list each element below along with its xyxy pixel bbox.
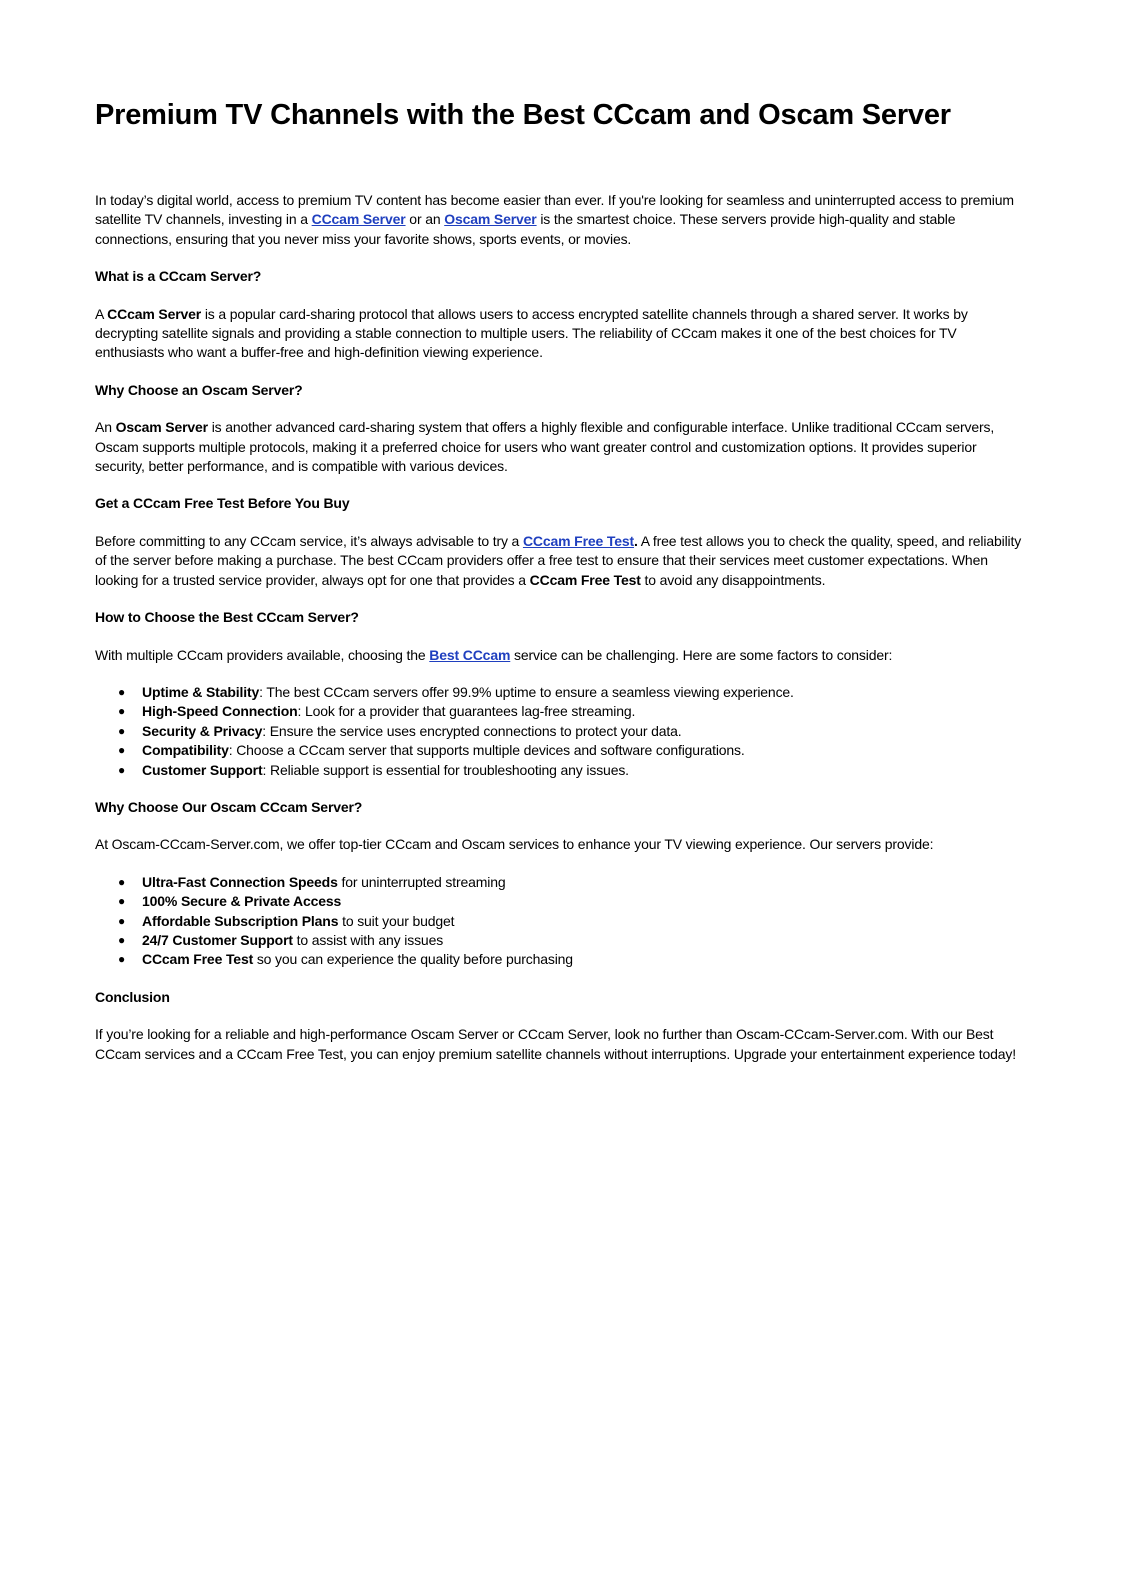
list-item-text: : Reliable support is essential for troubleshooting any issues. [262,761,629,778]
s2-text-2: is another advanced card-sharing system that offers a highly flexible and configurable interface. Unlike traditional CCcam servers, Oscam supports multiple protocols, making it a preferred choice for users who want greater control and customization options. It provides superior security, better performance, and is compatible with various devices. [95,419,995,475]
bullet-icon: ● [118,684,126,699]
why-oscam-paragraph [95,418,1025,476]
s1-text-1: A [95,305,108,322]
bullet-icon: ● [118,723,126,738]
bullet-icon: ● [118,743,126,758]
section-heading-how-to-choose: How to Choose the Best CCcam Server? [95,609,359,626]
s3-bold-dot: . [634,532,638,549]
s2-text-1: An [95,419,116,436]
s3-bold-term: CCcam Free Test [529,571,641,588]
list-item-text: : Look for a provider that guarantees lag-free streaming. [297,703,636,720]
intro-paragraph [95,191,1025,249]
bullet-icon: ● [118,932,126,947]
list-item [118,722,1025,741]
section-heading-why-our-server: Why Choose Our Oscam CCcam Server? [95,798,363,815]
benefits-list [95,873,1025,970]
list-item-text: for uninterrupted streaming [337,873,506,890]
intro-text-3: is the smartest choice. These servers provide high-quality and stable connections, ensuring that you never miss your favorite shows, sports events, or movies. [95,211,956,247]
intro-text-1: In today’s digital world, access to premium TV content has become easier than ever. If you're looking for seamless and uninterrupted access to premium satellite TV channels, investing in a [95,192,1014,228]
list-item [118,892,1025,911]
list-item [118,873,1025,892]
section-heading-free-test: Get a CCcam Free Test Before You Buy [95,495,350,512]
list-item [118,912,1025,931]
list-item-bold: Compatibility [142,742,229,759]
list-item-bold: CCcam Free Test [142,951,254,968]
list-item-text: : Choose a CCcam server that supports multiple devices and software configurations. [228,742,745,759]
cccam-server-link[interactable]: CCcam Server [311,211,406,228]
bullet-icon: ● [118,704,126,719]
page-title: Premium TV Channels with the Best CCcam and Oscam Server [95,99,951,131]
factors-list [95,683,1025,780]
list-item [118,702,1025,721]
best-cccam-link[interactable]: Best CCcam [429,646,511,663]
s2-bold-term: Oscam Server [115,419,208,436]
s1-bold-term: CCcam Server [107,305,202,322]
intro-text-2: or an [405,211,445,228]
s3-text-1: Before committing to any CCcam service, it’s always advisable to try a [95,532,523,549]
s4-text-2: service can be challenging. Here are some factors to consider: [510,646,893,663]
list-item-bold: Ultra-Fast Connection Speeds [142,873,338,890]
s1-text-2: is a popular card-sharing protocol that allows users to access encrypted satellite channels through a shared server. It works by decrypting satellite signals and providing a stable connection to multiple users. The reliability of CCcam makes it one of the best choices for TV enthusiasts who want a buffer-free and high-definition viewing experience. [95,305,968,361]
list-item [118,683,1025,702]
section-heading-what-is-cccam: What is a CCcam Server? [95,268,262,285]
conclusion-paragraph: If you’re looking for a reliable and high-performance Oscam Server or CCcam Server, look no further than Oscam-CCcam-Server.com. With our Best CCcam services and a CCcam Free Test, you can enjoy premium satellite channels without interruptions. Upgrade your entertainment experience today! [95,1026,1016,1062]
what-is-cccam-paragraph [95,305,1025,363]
document-page [95,96,1025,1082]
list-item [118,950,1025,969]
bullet-icon: ● [118,894,126,909]
cccam-free-test-link[interactable]: CCcam Free Test [522,532,635,549]
bullet-icon: ● [118,952,126,967]
bullet-icon: ● [118,913,126,928]
list-item [118,741,1025,760]
bullet-icon: ● [118,762,126,777]
list-item [118,761,1025,780]
oscam-server-link[interactable]: Oscam Server [444,211,537,228]
list-item [118,931,1025,950]
free-test-paragraph [95,532,1025,590]
list-item-bold: Affordable Subscription Plans [142,912,339,929]
section-heading-conclusion: Conclusion [95,988,170,1005]
list-item-bold: 100% Secure & Private Access [142,893,342,910]
list-item-bold: Customer Support [142,761,263,778]
s3-text-3: to avoid any disappointments. [640,571,826,588]
list-item-bold: Uptime & Stability [142,683,260,700]
list-item-text: so you can experience the quality before purchasing [253,951,573,968]
why-our-server-paragraph: At Oscam-CCcam-Server.com, we offer top-tier CCcam and Oscam services to enhance your TV viewing experience. Our servers provide: [95,836,934,853]
list-item-bold: High-Speed Connection [142,703,298,720]
list-item-bold: Security & Privacy [142,722,263,739]
bullet-icon: ● [118,874,126,889]
list-item-text: : The best CCcam servers offer 99.9% uptime to ensure a seamless viewing experience. [259,683,794,700]
how-to-choose-paragraph [95,646,1025,665]
list-item-text: to suit your budget [338,912,455,929]
list-item-text: : Ensure the service uses encrypted connections to protect your data. [262,722,682,739]
list-item-bold: 24/7 Customer Support [142,931,293,948]
s4-text-1: With multiple CCcam providers available, choosing the [95,646,430,663]
list-item-text: to assist with any issues [292,931,444,948]
section-heading-why-oscam: Why Choose an Oscam Server? [95,381,303,398]
s3-text-2: A free test allows you to check the quality, speed, and reliability of the server before making a purchase. The best CCcam providers offer a free test to ensure that their services meet customer expectations. When looking for a trusted service provider, always opt for one that provides a [95,532,1022,588]
